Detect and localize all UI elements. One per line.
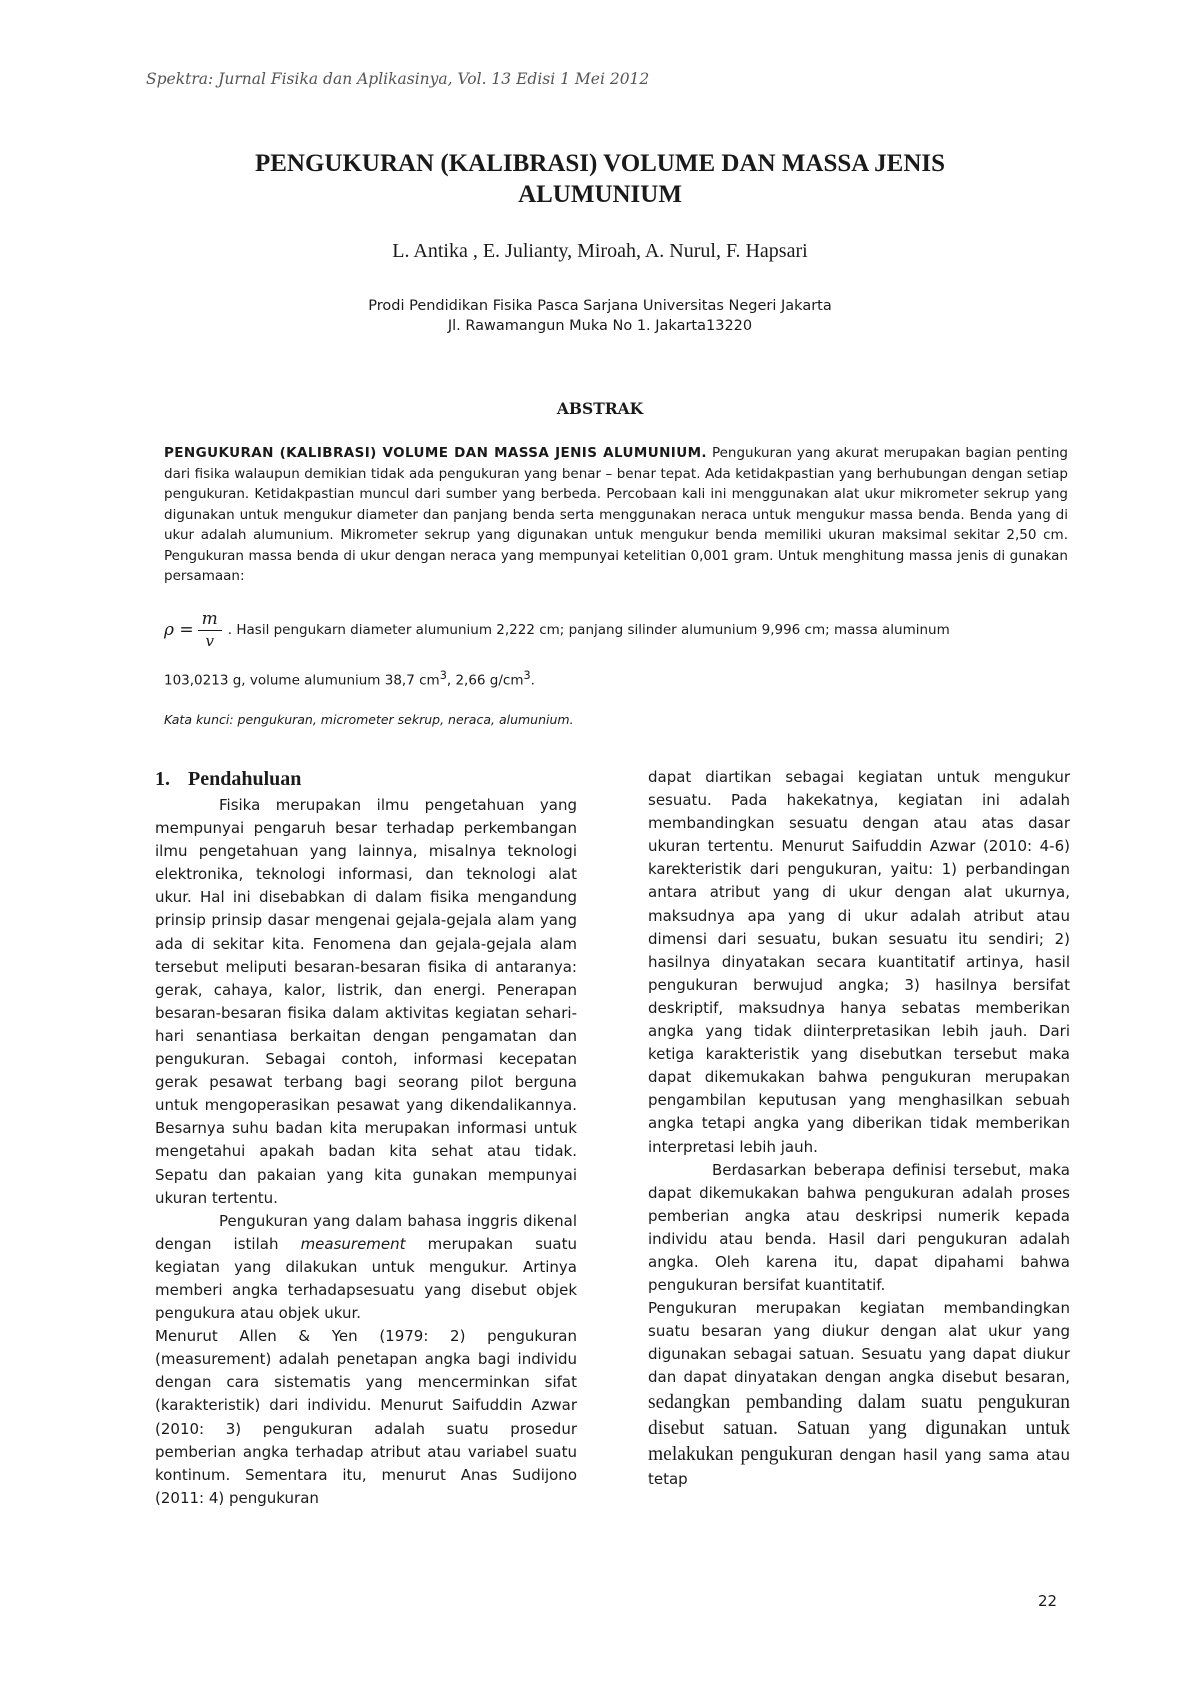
paper-title (100, 148, 1100, 210)
keywords: Kata kunci: pengukuran, micrometer sekrup, neraca, alumunium. (164, 712, 574, 727)
journal-header: Spektra: Jurnal Fisika dan Aplikasinya, Vol. 13 Edisi 1 Mei 2012 (146, 70, 650, 88)
section-title: Pendahuluan (188, 768, 302, 790)
results-sup-b: 3 (523, 669, 531, 682)
right-paragraph-1: dapat diartikan sebagai kegiatan untuk mengukur sesuatu. Pada hakekatnya, kegiatan ini adalah membandingkan sesuatu dengan atau atas dasar ukuran tertentu. Menurut Saifuddin Azwar (2010: 4-6) karekteristik dari pengukuran, yaitu: 1) perbandingan antara atribut yang di ukur dengan alat ukurnya, maksudnya apa yang di ukur adalah atribut atau dimensi dari sesuatu, bukan sesuatu itu sendiri; 2) hasilnya dinyatakan secara kuantitatif artinya, hasil pengukuran berwujud angka; 3) hasilnya bersifat deskriptif, maksudnya hanya sebatas memberikan angka yang tidak diinterpretasikan lebih jauh. Dari ketiga karakteristik yang disebutkan tersebut maka dapat dikemukakan bahwa pengukuran merupakan pengambilan keputusan yang menghasilkan sebuah angka tetapi angka yang diberikan tidak memberikan interpretasi lebih jauh. (648, 768, 1070, 1156)
affiliation (100, 296, 1100, 336)
left-paragraph-1: Fisika merupakan ilmu pengetahuan yang mempunyai pengaruh besar terhadap perkembangan ilmu pengetahuan yang lainnya, misalnya teknologi elektronika, teknologi informasi, dan teknologi alat ukur. Hal ini disebabkan di dalam fisika mengandung prinsip prinsip dasar mengenai gejala-gejala alam yang ada di sekitar kita. Fenomena dan gejala-gejala alam tersebut meliputi besaran-besaran fisika di antaranya: gerak, cahaya, kalor, listrik, dan energi. Penerapan besaran-besaran fisika dalam aktivitas kegiatan sehari-hari senantiasa berkaitan dengan pengamatan dan pengukuran. Sebagai contoh, informasi kecepatan gerak pesawat terbang bagi seorang pilot berguna untuk mengoperasikan pesawat yang dikendalikannya. Besarnya suhu badan kita merupakan informasi untuk mengetahui apakah badan kita sehat atau tidak. Sepatu dan pakaian yang kita gunakan mempunyai ukuran tertentu. (155, 796, 577, 1207)
abstract-body (164, 443, 1068, 587)
formula-results: . Hasil pengukarn diameter alumunium 2,222 cm; panjang silinder alumunium 9,996 cm; massa aluminum (227, 621, 950, 638)
p3-small-text: Pengukuran merupakan kegiatan membandingkan suatu besaran yang diukur dengan alat ukur yang digunakan sebagai satuan. Sesuatu yang dapat diukur dan dapat dinyatakan dengan angka disebut besaran, (648, 1299, 1070, 1387)
formula-lhs: ρ = (164, 619, 194, 640)
formula-numerator: m (198, 608, 222, 631)
p2-after: merupakan suatu kegiatan yang dilakukan untuk mengukur. Artinya memberi angka terhadapsesuatu yang disebut objek pengukura atau objek ukur. (155, 1234, 577, 1323)
density-formula (164, 608, 222, 651)
p2-before: Pengukuran yang dalam bahasa inggris dikenal dengan istilah (155, 1211, 577, 1253)
left-paragraph-2 (155, 1210, 577, 1325)
section-heading (155, 766, 577, 792)
left-column (155, 766, 577, 1510)
title-line-2: ALUMUNIUM (518, 181, 682, 208)
abstract-text: Pengukuran yang akurat merupakan bagian penting dari fisika walaupun demikian tidak ada pengukuran yang benar – benar tepat. Ada ketidakpastian yang berhubungan dengan setiap pengukuran. Ketidakpastian muncul dari sumber yang berbeda. Percobaan kali ini menggunakan alat ukur mikrometer sekrup yang digunakan untuk mengukur diameter dan panjang benda serta menggunakan neraca untuk mengukur massa benda. Benda yang di ukur adalah alumunium. Mikrometer sekrup yang digunakan untuk mengukur benda memiliki ukuran maksimal sekitar 2,50 cm. Pengukuran massa benda di ukur dengan neraca yang mempunyai ketelitian 0,001 gram. Untuk menghitung massa jenis di gunakan persamaan: (164, 445, 1069, 584)
title-line-1: PENGUKURAN (KALIBRASI) VOLUME DAN MASSA JENIS (254, 150, 946, 177)
abstract-formula-row (164, 608, 1068, 651)
results-part-a: 103,0213 g, volume alumunium 38,7 cm (164, 672, 440, 689)
results-part-c: . (530, 672, 535, 689)
formula-fraction (198, 608, 222, 651)
abstract-lead: PENGUKURAN (KALIBRASI) VOLUME DAN MASSA JENIS ALUMUNIUM. (164, 445, 707, 461)
p3-end-text: dengan hasil yang sama atau tetap (648, 1445, 1070, 1488)
formula-denominator: v (205, 632, 214, 650)
right-paragraph-3 (648, 1297, 1070, 1490)
page-number: 22 (1038, 1592, 1058, 1610)
results-sup-a: 3 (439, 669, 447, 682)
abstract-heading: ABSTRAK (556, 399, 644, 418)
p3-large-text: sedangkan pembanding dalam suatu pengukuran disebut satuan. Satuan yang digunakan untuk melakukan pengukuran (648, 1391, 1070, 1465)
abstract-results-line (164, 666, 1068, 691)
results-part-b: , 2,66 g/cm (446, 672, 524, 689)
section-number: 1. (155, 768, 170, 790)
right-column (648, 766, 1070, 1491)
affiliation-line-1: Prodi Pendidikan Fisika Pasca Sarjana Universitas Negeri Jakarta (368, 298, 832, 314)
authors: L. Antika , E. Julianty, Miroah, A. Nurul, F. Hapsari (392, 240, 808, 262)
right-paragraph-2: Berdasarkan beberapa definisi tersebut, maka dapat dikemukakan bahwa pengukuran adalah proses pemberian angka atau deskripsi numerik kepada individu atau benda. Hasil dari pengukuran adalah angka. Oleh karena itu, dapat dipahami bahwa pengukuran bersifat kuantitatif. (648, 1160, 1070, 1295)
left-paragraph-3: Menurut Allen & Yen (1979: 2) pengukuran (measurement) adalah penetapan angka bagi individu dengan cara sistematis yang mencerminkan sifat (karakteristik) dari individu. Menurut Saifuddin Azwar (2010: 3) pengukuran adalah suatu prosedur pemberian angka terhadap atribut atau variabel suatu kontinum. Sementara itu, menurut Anas Sudijono (2011: 4) pengukuran (155, 1327, 577, 1507)
p2-italic-term: measurement (300, 1234, 406, 1253)
affiliation-line-2: Jl. Rawamangun Muka No 1. Jakarta13220 (447, 318, 753, 334)
